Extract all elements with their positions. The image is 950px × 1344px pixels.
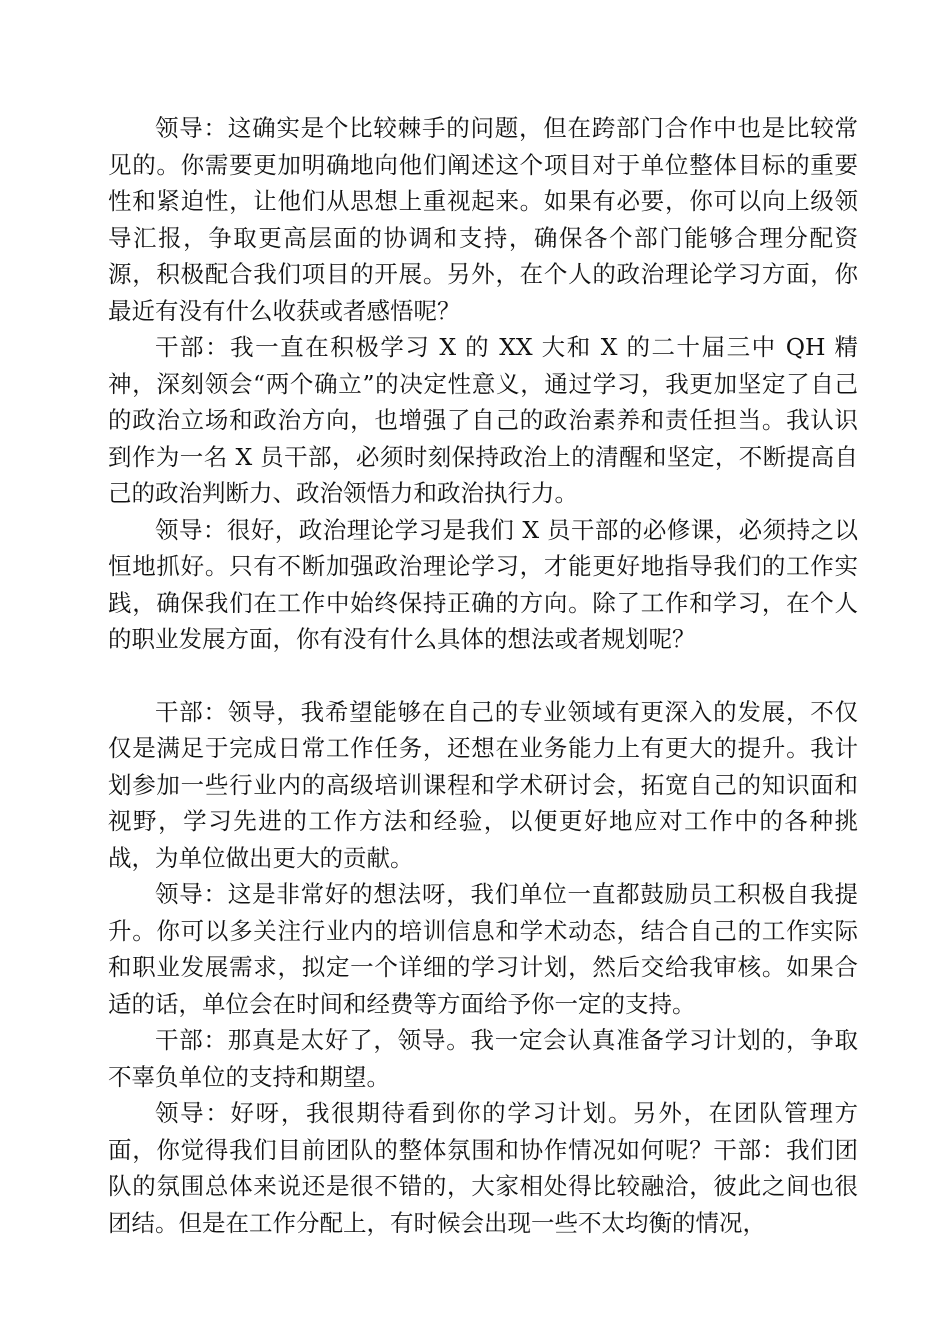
paragraph-leader-1: 领导：这确实是个比较棘手的问题，但在跨部门合作中也是比较常见的。你需要更加明确地向他们阐述这个项目对于单位整体目标的重要性和紧迫性，让他们从思想上重视起来。如果有必要，你可以向上级领导汇报，争取更高层面的协调和支持，确保各个部门能够合理分配资源，积极配合我们项目的开展。另外，在个人的政治理论学习方面，你最近有没有什么收获或者感悟呢？ [108,114,858,325]
paragraph-leader-3: 领导：这是非常好的想法呀，我们单位一直都鼓励员工积极自我提升。你可以多关注行业内的培训信息和学术动态，结合自己的工作实际和职业发展需求，拟定一个详细的学习计划，然后交给我审核。如果合适的话，单位会在时间和经费等方面给予你一定的支持。 [108,880,858,1018]
paragraph-cadre-1: 干部：我一直在积极学习 X 的 XX 大和 X 的二十届三中 QH 精神，深刻领会“两个确立”的决定性意义，通过学习，我更加坚定了自己的政治立场和政治方向，也增强了自己的政治素养和责任担当。我认识到作为一名 X 员干部，必须时刻保持政治上的清醒和坚定，不断提高自己的政治判断力、政治领悟力和政治执行力。 [108,333,858,507]
paragraph-cadre-3: 干部：那真是太好了，领导。我一定会认真准备学习计划的，争取不辜负单位的支持和期望。 [108,1026,858,1091]
dialogue-body [108,110,858,1241]
paragraph-cadre-2: 干部：领导，我希望能够在自己的专业领域有更深入的发展，不仅仅是满足于完成日常工作任务，还想在业务能力上有更大的提升。我计划参加一些行业内的高级培训课程和学术研讨会，拓宽自己的知识面和视野，学习先进的工作方法和经验，以便更好地应对工作中的各种挑战，为单位做出更大的贡献。 [108,697,858,872]
paragraph-leader-2: 领导：很好，政治理论学习是我们 X 员干部的必修课，必须持之以恒地抓好。只有不断加强政治理论学习，才能更好地指导我们的工作实践，确保我们在工作中始终保持正确的方向。除了工作和学习，在个人的职业发展方面，你有没有什么具体的想法或者规划呢？ [108,515,858,653]
paragraph-leader-4: 领导：好呀，我很期待看到你的学习计划。另外，在团队管理方面，你觉得我们目前团队的整体氛围和协作情况如何呢？干部：我们团队的氛围总体来说还是很不错的，大家相处得比较融洽，彼此之间也很团结。但是在工作分配上，有时候会出现一些不太均衡的情况， [108,1099,858,1237]
